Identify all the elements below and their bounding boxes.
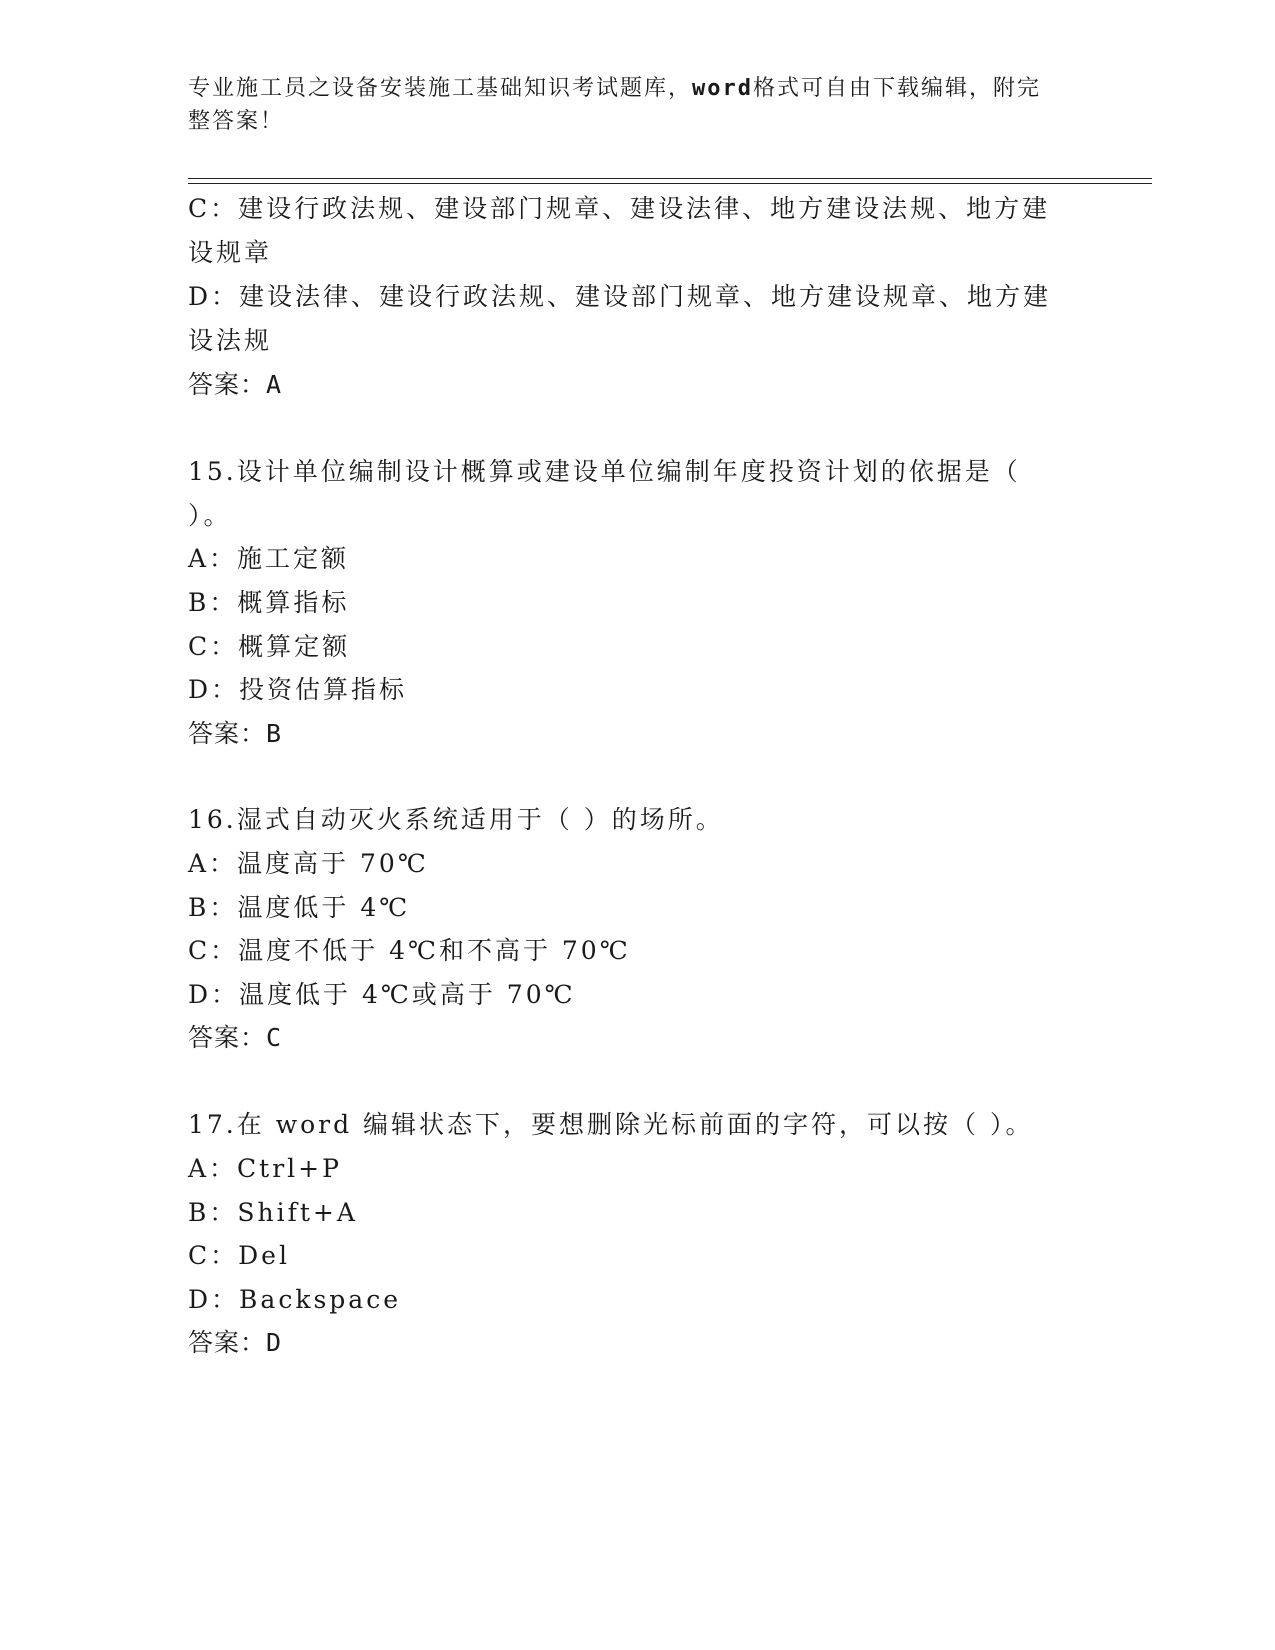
document-header	[188, 72, 1068, 138]
answer-value: C	[266, 1023, 283, 1052]
header-divider-top	[188, 178, 1152, 179]
option-c-line-1: C：建设行政法规、建设部门规章、建设法律、地方建设法规、地方建	[188, 194, 1051, 223]
question-17-option-d: D：Backspace	[188, 1285, 402, 1314]
header-line-1	[188, 72, 1068, 105]
question-17-option-c: C：Del	[188, 1241, 290, 1270]
question-15-option-a: A：施工定额	[188, 544, 350, 573]
question-15-option-b: B：概算指标	[188, 588, 350, 617]
answer-label: 答案：	[188, 719, 267, 748]
question-15-option-d: D：投资估算指标	[188, 675, 408, 704]
question-17-stem: 17.在 word 编辑状态下，要想删除光标前面的字符，可以按（ ）。	[188, 1110, 1034, 1139]
answer-label: 答案：	[188, 1023, 267, 1052]
header-text-pre: 专业施工员之设备安装施工基础知识考试题库，	[188, 76, 693, 101]
option-d-line-2: 设法规	[188, 326, 273, 355]
question-17-option-a: A：Ctrl+P	[188, 1154, 342, 1183]
question-16-stem: 16.湿式自动灭火系统适用于（ ）的场所。	[188, 805, 724, 834]
question-15-option-c: C：概算定额	[188, 632, 351, 661]
question-15-stem-line-2: ）。	[188, 501, 232, 530]
header-divider-bottom	[188, 183, 1152, 184]
question-16-option-a: A：温度高于 70℃	[188, 849, 429, 878]
question-16-answer	[188, 1023, 282, 1053]
question-16-option-d: D：温度低于 4℃或高于 70℃	[188, 980, 576, 1009]
question-17-answer	[188, 1328, 282, 1358]
question-16-option-b: B：温度低于 4℃	[188, 893, 411, 922]
question-17-option-b: B：Shift+A	[188, 1198, 358, 1227]
option-d-line-1: D：建设法律、建设行政法规、建设部门规章、地方建设规章、地方建	[188, 282, 1052, 311]
answer-value: B	[266, 719, 283, 748]
answer-value: D	[266, 1328, 283, 1357]
answer-label: 答案：	[188, 1328, 267, 1357]
header-text-word: word	[692, 76, 753, 101]
question-15-stem-line-1: 15.设计单位编制设计概算或建设单位编制年度投资计划的依据是（	[188, 457, 1021, 486]
answer-value: A	[266, 370, 283, 399]
header-line-2: 整答案！	[188, 109, 285, 134]
answer-label: 答案：	[188, 370, 267, 399]
header-text-post: 格式可自由下载编辑，附完	[753, 76, 1042, 101]
answer-line	[188, 370, 282, 400]
option-c-line-2: 设规章	[188, 238, 273, 267]
question-16-option-c: C：温度不低于 4℃和不高于 70℃	[188, 936, 631, 965]
question-15-answer	[188, 719, 282, 749]
